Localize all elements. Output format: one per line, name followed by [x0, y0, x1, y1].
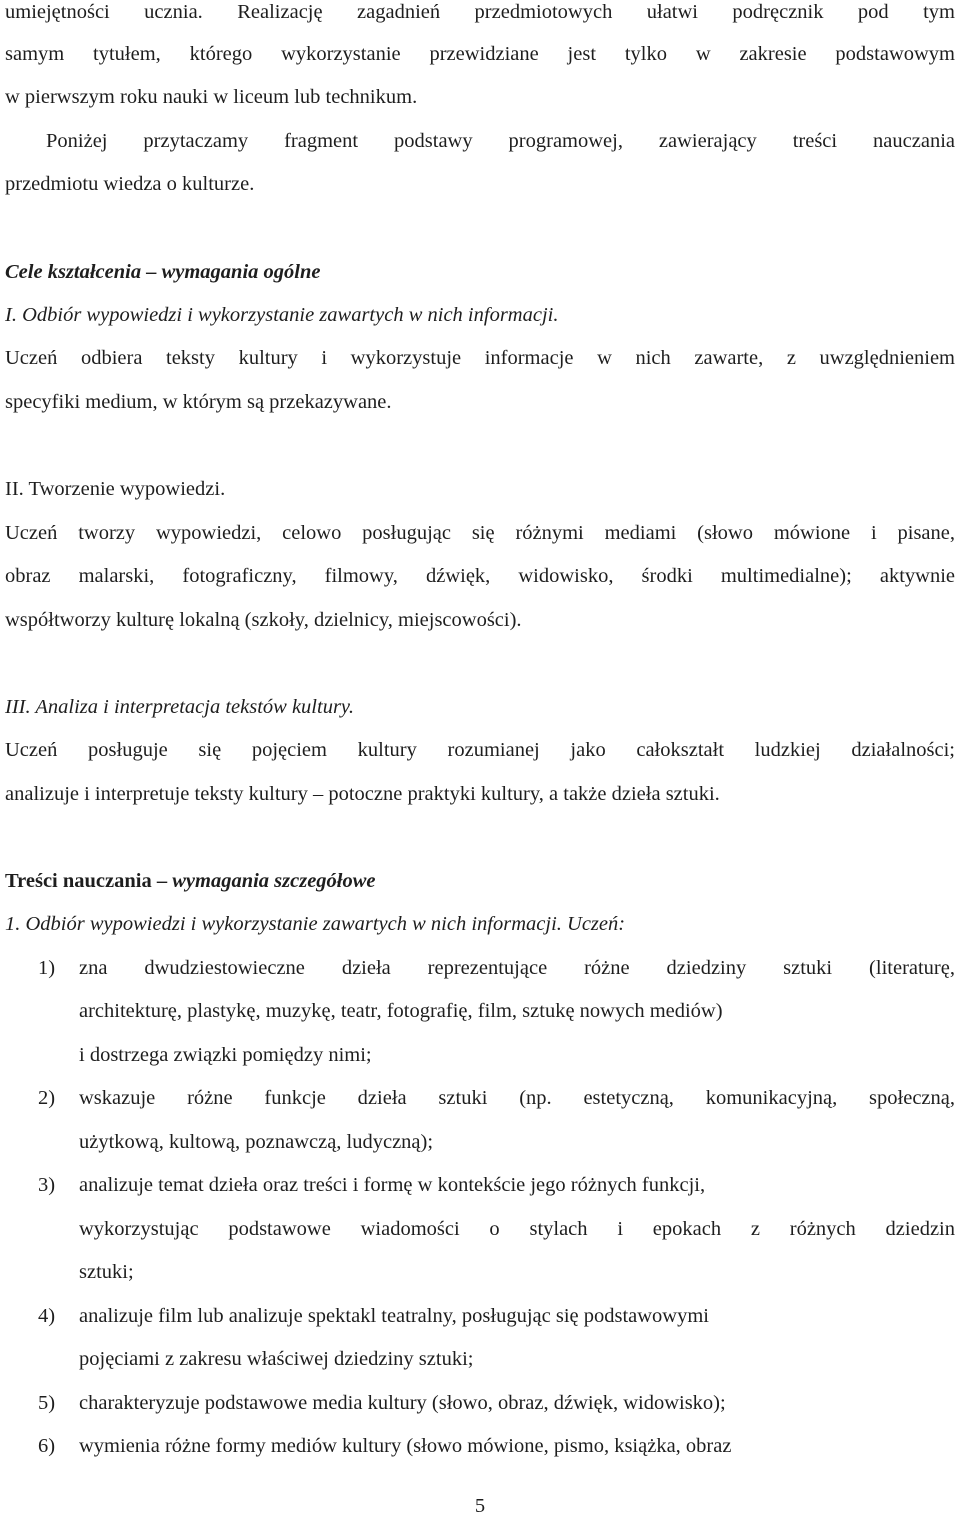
list-item-line: pojęciami z zakresu właściwej dziedziny sztuki;: [79, 1348, 474, 1370]
list-item-line: wskazuje różne funkcje dzieła sztuki (np. estetyczną, komunikacyjną, społeczną,: [79, 1087, 955, 1109]
list-item-line: i dostrzega związki pomiędzy nimi;: [79, 1044, 372, 1066]
goal-1-title: I. Odbiór wypowiedzi i wykorzystanie zawartych w nich informacji.: [5, 304, 559, 326]
goals-heading: Cele kształcenia – wymagania ogólne: [5, 261, 321, 283]
goal-3-title: III. Analiza i interpretacja tekstów kultury.: [5, 696, 355, 718]
goal-1-line-2: specyfiki medium, w którym są przekazywane.: [5, 391, 392, 413]
goal-3-line-2: analizuje i interpretuje teksty kultury – potoczne praktyki kultury, a także dzieła sztuki.: [5, 783, 720, 805]
list-item-line: użytkową, kultową, poznawczą, ludyczną);: [79, 1131, 434, 1153]
content-heading: [5, 869, 376, 893]
list-item-line: sztuki;: [79, 1261, 134, 1283]
content-subheading: 1. Odbiór wypowiedzi i wykorzystanie zawartych w nich informacji. Uczeń:: [5, 913, 626, 935]
intro-line-2: samym tytułem, którego wykorzystanie przewidziane jest tylko w zakresie podstawowym: [5, 43, 955, 65]
list-item-number: 2): [38, 1087, 56, 1109]
intro-line-5: przedmiotu wiedza o kulturze.: [5, 173, 255, 195]
goal-1-line-1: Uczeń odbiera teksty kultury i wykorzystuje informacje w nich zawarte, z uwzględnieniem: [5, 347, 955, 369]
goal-2-title: II. Tworzenie wypowiedzi.: [5, 478, 226, 500]
intro-line-3: w pierwszym roku nauki w liceum lub technikum.: [5, 86, 418, 108]
list-item-line: wymienia różne formy mediów kultury (słowo mówione, pismo, książka, obraz: [79, 1435, 732, 1457]
list-item-number: 6): [38, 1435, 56, 1457]
list-item-line: wykorzystując podstawowe wiadomości o stylach i epokach z różnych dziedzin: [79, 1218, 955, 1240]
intro-line-1: umiejętności ucznia. Realizację zagadnień przedmiotowych ułatwi podręcznik pod tym: [5, 1, 955, 23]
content-heading-bold: Treści nauczania –: [5, 870, 173, 892]
list-item-number: 4): [38, 1305, 56, 1327]
goal-2-line-2: obraz malarski, fotograficzny, filmowy, dźwięk, widowisko, środki multimedialne); aktywnie: [5, 565, 955, 587]
goal-3-line-1: Uczeń posługuje się pojęciem kultury rozumianej jako całokształt ludzkiej działalności;: [5, 739, 955, 761]
content-heading-bold-italic: wymagania szczegółowe: [172, 870, 376, 892]
goal-2-line-3: współtworzy kulturę lokalną (szkoły, dzielnicy, miejscowości).: [5, 609, 522, 631]
list-item-line: charakteryzuje podstawowe media kultury (słowo, obraz, dźwięk, widowisko);: [79, 1392, 726, 1414]
goal-2-line-1: Uczeń tworzy wypowiedzi, celowo posługując się różnymi mediami (słowo mówione i pisane,: [5, 522, 955, 544]
list-item-number: 1): [38, 957, 56, 979]
list-item-line: zna dwudziestowieczne dzieła reprezentujące różne dziedziny sztuki (literaturę,: [79, 957, 955, 979]
list-item-line: analizuje temat dzieła oraz treści i formę w kontekście jego różnych funkcji,: [79, 1174, 706, 1196]
list-item-line: architekturę, plastykę, muzykę, teatr, fotografię, film, sztukę nowych mediów): [79, 1000, 723, 1022]
list-item-number: 5): [38, 1392, 56, 1414]
list-item-line: analizuje film lub analizuje spektakl teatralny, posługując się podstawowymi: [79, 1305, 710, 1327]
page-number: 5: [474, 1495, 486, 1517]
intro-line-4: Poniżej przytaczamy fragment podstawy programowej, zawierający treści nauczania: [46, 130, 955, 152]
list-item-number: 3): [38, 1174, 56, 1196]
